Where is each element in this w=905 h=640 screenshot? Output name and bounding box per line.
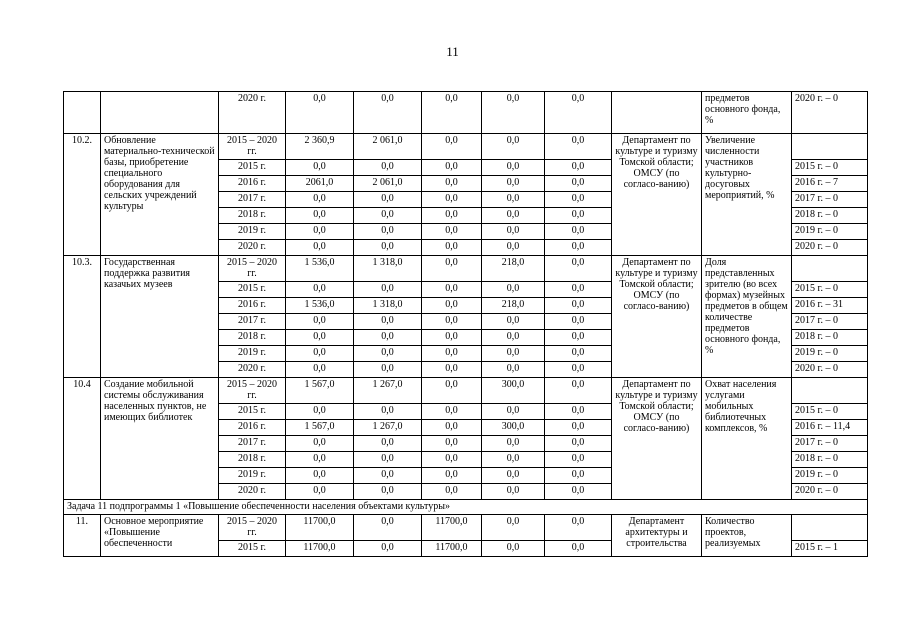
value-cell: 0,0 bbox=[422, 224, 482, 240]
target-cell: 2018 г. – 0 bbox=[792, 452, 868, 468]
year-cell: 2015 г. bbox=[219, 541, 286, 557]
value-cell: 0,0 bbox=[354, 468, 422, 484]
value-cell: 0,0 bbox=[422, 92, 482, 134]
value-cell: 218,0 bbox=[482, 298, 545, 314]
value-cell: 0,0 bbox=[482, 314, 545, 330]
indicator-cell: Количество проектов, реализуемых bbox=[702, 515, 792, 557]
value-cell: 0,0 bbox=[545, 256, 612, 282]
value-cell: 0,0 bbox=[286, 362, 354, 378]
target-cell bbox=[792, 134, 868, 160]
value-cell: 0,0 bbox=[482, 436, 545, 452]
target-cell: 2015 г. – 1 bbox=[792, 541, 868, 557]
value-cell: 0,0 bbox=[482, 192, 545, 208]
year-cell: 2017 г. bbox=[219, 192, 286, 208]
value-cell: 0,0 bbox=[286, 282, 354, 298]
year-cell: 2020 г. bbox=[219, 362, 286, 378]
value-cell: 300,0 bbox=[482, 378, 545, 404]
value-cell: 0,0 bbox=[482, 176, 545, 192]
measure-name: Создание мобильной системы обслуживания населенных пунктов, не имеющих библиотек bbox=[101, 378, 219, 500]
value-cell: 0,0 bbox=[354, 515, 422, 541]
value-cell: 1 567,0 bbox=[286, 378, 354, 404]
value-cell: 0,0 bbox=[482, 346, 545, 362]
value-cell: 11700,0 bbox=[422, 541, 482, 557]
value-cell: 0,0 bbox=[482, 362, 545, 378]
year-cell: 2019 г. bbox=[219, 224, 286, 240]
value-cell: 0,0 bbox=[422, 420, 482, 436]
value-cell: 11700,0 bbox=[286, 541, 354, 557]
indicator-cell: Охват населения услугами мобильных библиотечных комплексов, % bbox=[702, 378, 792, 500]
value-cell: 1 536,0 bbox=[286, 298, 354, 314]
value-cell: 0,0 bbox=[354, 452, 422, 468]
target-cell: 2019 г. – 0 bbox=[792, 346, 868, 362]
value-cell: 2 061,0 bbox=[354, 176, 422, 192]
target-cell bbox=[792, 256, 868, 282]
value-cell: 0,0 bbox=[286, 468, 354, 484]
year-cell: 2015 – 2020 гг. bbox=[219, 256, 286, 282]
value-cell: 0,0 bbox=[422, 298, 482, 314]
value-cell: 0,0 bbox=[422, 256, 482, 282]
value-cell: 0,0 bbox=[545, 176, 612, 192]
value-cell: 0,0 bbox=[482, 134, 545, 160]
year-cell: 2020 г. bbox=[219, 92, 286, 134]
value-cell: 0,0 bbox=[545, 484, 612, 500]
continued-row bbox=[64, 92, 868, 134]
value-cell: 0,0 bbox=[545, 378, 612, 404]
value-cell: 300,0 bbox=[482, 420, 545, 436]
value-cell: 0,0 bbox=[545, 330, 612, 346]
value-cell: 0,0 bbox=[545, 515, 612, 541]
measure-name: Государственная поддержка развития казачьих музеев bbox=[101, 256, 219, 378]
row-number: 10.2. bbox=[64, 134, 101, 256]
executor-cell bbox=[612, 92, 702, 134]
table-row bbox=[64, 134, 868, 160]
task-header-row bbox=[64, 500, 868, 515]
value-cell: 0,0 bbox=[422, 176, 482, 192]
value-cell: 218,0 bbox=[482, 256, 545, 282]
value-cell: 0,0 bbox=[545, 282, 612, 298]
target-cell: 2020 г. – 0 bbox=[792, 240, 868, 256]
value-cell: 0,0 bbox=[482, 404, 545, 420]
table-row bbox=[64, 256, 868, 282]
value-cell: 0,0 bbox=[354, 192, 422, 208]
value-cell: 0,0 bbox=[286, 160, 354, 176]
value-cell: 0,0 bbox=[482, 452, 545, 468]
value-cell: 0,0 bbox=[545, 314, 612, 330]
value-cell: 2 360,9 bbox=[286, 134, 354, 160]
value-cell: 1 267,0 bbox=[354, 378, 422, 404]
value-cell: 0,0 bbox=[354, 330, 422, 346]
value-cell: 0,0 bbox=[545, 92, 612, 134]
year-cell: 2019 г. bbox=[219, 346, 286, 362]
value-cell: 0,0 bbox=[482, 160, 545, 176]
value-cell: 0,0 bbox=[422, 160, 482, 176]
value-cell: 0,0 bbox=[422, 134, 482, 160]
value-cell: 0,0 bbox=[286, 92, 354, 134]
value-cell: 0,0 bbox=[482, 208, 545, 224]
value-cell: 0,0 bbox=[545, 362, 612, 378]
year-cell: 2017 г. bbox=[219, 314, 286, 330]
value-cell: 0,0 bbox=[545, 468, 612, 484]
value-cell: 0,0 bbox=[354, 92, 422, 134]
value-cell: 0,0 bbox=[422, 378, 482, 404]
value-cell: 11700,0 bbox=[286, 515, 354, 541]
indicator-cell: Увеличение численности участников культурно-досуговых мероприятий, % bbox=[702, 134, 792, 256]
executor-cell: Департамент по культуре и туризму Томской области; ОМСУ (по согласо-ванию) bbox=[612, 134, 702, 256]
value-cell: 0,0 bbox=[422, 240, 482, 256]
value-cell: 0,0 bbox=[422, 346, 482, 362]
value-cell: 0,0 bbox=[422, 468, 482, 484]
target-cell: 2019 г. – 0 bbox=[792, 224, 868, 240]
value-cell: 0,0 bbox=[482, 541, 545, 557]
value-cell: 0,0 bbox=[545, 240, 612, 256]
value-cell: 0,0 bbox=[286, 192, 354, 208]
value-cell: 0,0 bbox=[354, 314, 422, 330]
value-cell: 2 061,0 bbox=[354, 134, 422, 160]
value-cell: 0,0 bbox=[545, 224, 612, 240]
value-cell: 0,0 bbox=[482, 282, 545, 298]
target-cell: 2016 г. – 31 bbox=[792, 298, 868, 314]
table-row bbox=[64, 515, 868, 541]
value-cell: 0,0 bbox=[354, 282, 422, 298]
value-cell: 0,0 bbox=[545, 436, 612, 452]
value-cell: 0,0 bbox=[286, 314, 354, 330]
value-cell: 0,0 bbox=[482, 468, 545, 484]
year-cell: 2015 г. bbox=[219, 160, 286, 176]
year-cell: 2015 г. bbox=[219, 282, 286, 298]
value-cell: 0,0 bbox=[354, 484, 422, 500]
year-cell: 2015 г. bbox=[219, 404, 286, 420]
target-cell: 2018 г. – 0 bbox=[792, 208, 868, 224]
value-cell: 0,0 bbox=[286, 452, 354, 468]
row-number: 10.4 bbox=[64, 378, 101, 500]
value-cell: 0,0 bbox=[286, 404, 354, 420]
year-cell: 2017 г. bbox=[219, 436, 286, 452]
year-cell: 2016 г. bbox=[219, 420, 286, 436]
value-cell: 0,0 bbox=[545, 298, 612, 314]
year-cell: 2018 г. bbox=[219, 330, 286, 346]
value-cell: 0,0 bbox=[545, 160, 612, 176]
value-cell: 0,0 bbox=[545, 452, 612, 468]
year-cell: 2018 г. bbox=[219, 208, 286, 224]
value-cell: 11700,0 bbox=[422, 515, 482, 541]
value-cell: 0,0 bbox=[545, 134, 612, 160]
value-cell: 0,0 bbox=[422, 330, 482, 346]
value-cell: 0,0 bbox=[545, 208, 612, 224]
indicator-cell: предметов основного фонда, % bbox=[702, 92, 792, 134]
row-number: 10.3. bbox=[64, 256, 101, 378]
executor-cell: Департамент архитектуры и строительства bbox=[612, 515, 702, 557]
value-cell: 0,0 bbox=[354, 362, 422, 378]
value-cell: 0,0 bbox=[482, 330, 545, 346]
target-cell: 2015 г. – 0 bbox=[792, 282, 868, 298]
target-cell: 2020 г. – 0 bbox=[792, 362, 868, 378]
target-cell: 2016 г. – 7 bbox=[792, 176, 868, 192]
row-number: 11. bbox=[64, 515, 101, 557]
value-cell: 0,0 bbox=[422, 314, 482, 330]
target-cell: 2015 г. – 0 bbox=[792, 160, 868, 176]
value-cell: 0,0 bbox=[422, 208, 482, 224]
year-cell: 2018 г. bbox=[219, 452, 286, 468]
target-cell: 2017 г. – 0 bbox=[792, 314, 868, 330]
year-cell: 2015 – 2020 гг. bbox=[219, 134, 286, 160]
year-cell: 2019 г. bbox=[219, 468, 286, 484]
target-cell: 2020 г. – 0 bbox=[792, 92, 868, 134]
value-cell: 0,0 bbox=[482, 240, 545, 256]
year-cell: 2015 – 2020 гг. bbox=[219, 378, 286, 404]
indicator-cell: Доля представленных зрителю (во всех формах) музейных предметов в общем количестве предметов основного фонда, % bbox=[702, 256, 792, 378]
value-cell: 0,0 bbox=[286, 436, 354, 452]
measure-name: Основное мероприятие «Повышение обеспеченности bbox=[101, 515, 219, 557]
value-cell: 0,0 bbox=[286, 240, 354, 256]
value-cell: 1 567,0 bbox=[286, 420, 354, 436]
task-title: Задача 11 подпрограммы 1 «Повышение обеспеченности населения объектами культуры» bbox=[64, 500, 868, 515]
value-cell: 0,0 bbox=[545, 404, 612, 420]
value-cell: 0,0 bbox=[482, 224, 545, 240]
value-cell: 0,0 bbox=[422, 192, 482, 208]
measure-name: Обновление материально-технической базы, приобретение специального оборудования для сельских учреждений культуры bbox=[101, 134, 219, 256]
value-cell: 0,0 bbox=[354, 240, 422, 256]
value-cell: 0,0 bbox=[286, 330, 354, 346]
value-cell: 0,0 bbox=[422, 404, 482, 420]
year-cell: 2015 – 2020 гг. bbox=[219, 515, 286, 541]
target-cell bbox=[792, 515, 868, 541]
program-table bbox=[63, 91, 868, 557]
value-cell: 0,0 bbox=[482, 92, 545, 134]
value-cell: 0,0 bbox=[545, 192, 612, 208]
value-cell: 0,0 bbox=[422, 452, 482, 468]
year-cell: 2016 г. bbox=[219, 176, 286, 192]
target-cell bbox=[792, 378, 868, 404]
target-cell: 2020 г. – 0 bbox=[792, 484, 868, 500]
value-cell: 0,0 bbox=[286, 346, 354, 362]
target-cell: 2017 г. – 0 bbox=[792, 436, 868, 452]
value-cell: 0,0 bbox=[354, 436, 422, 452]
row-number bbox=[64, 92, 101, 134]
executor-cell: Департамент по культуре и туризму Томской области; ОМСУ (по согласо-ванию) bbox=[612, 256, 702, 378]
page-number: 11 bbox=[446, 44, 459, 59]
target-cell: 2015 г. – 0 bbox=[792, 404, 868, 420]
value-cell: 0,0 bbox=[422, 282, 482, 298]
year-cell: 2020 г. bbox=[219, 484, 286, 500]
value-cell: 1 267,0 bbox=[354, 420, 422, 436]
value-cell: 0,0 bbox=[422, 362, 482, 378]
value-cell: 0,0 bbox=[482, 484, 545, 500]
target-cell: 2017 г. – 0 bbox=[792, 192, 868, 208]
value-cell: 1 536,0 bbox=[286, 256, 354, 282]
executor-cell: Департамент по культуре и туризму Томской области; ОМСУ (по согласо-ванию) bbox=[612, 378, 702, 500]
value-cell: 0,0 bbox=[354, 224, 422, 240]
target-cell: 2018 г. – 0 bbox=[792, 330, 868, 346]
year-cell: 2016 г. bbox=[219, 298, 286, 314]
value-cell: 0,0 bbox=[545, 346, 612, 362]
value-cell: 0,0 bbox=[482, 515, 545, 541]
value-cell: 0,0 bbox=[354, 160, 422, 176]
value-cell: 0,0 bbox=[286, 208, 354, 224]
year-cell: 2020 г. bbox=[219, 240, 286, 256]
value-cell: 0,0 bbox=[354, 404, 422, 420]
value-cell: 0,0 bbox=[286, 484, 354, 500]
value-cell: 0,0 bbox=[286, 224, 354, 240]
value-cell: 0,0 bbox=[545, 541, 612, 557]
target-cell: 2019 г. – 0 bbox=[792, 468, 868, 484]
value-cell: 0,0 bbox=[422, 436, 482, 452]
target-cell: 2016 г. – 11,4 bbox=[792, 420, 868, 436]
value-cell: 0,0 bbox=[545, 420, 612, 436]
value-cell: 2061,0 bbox=[286, 176, 354, 192]
table-row bbox=[64, 378, 868, 404]
measure-name bbox=[101, 92, 219, 134]
value-cell: 0,0 bbox=[354, 541, 422, 557]
value-cell: 1 318,0 bbox=[354, 298, 422, 314]
value-cell: 0,0 bbox=[354, 346, 422, 362]
value-cell: 0,0 bbox=[354, 208, 422, 224]
value-cell: 0,0 bbox=[422, 484, 482, 500]
value-cell: 1 318,0 bbox=[354, 256, 422, 282]
